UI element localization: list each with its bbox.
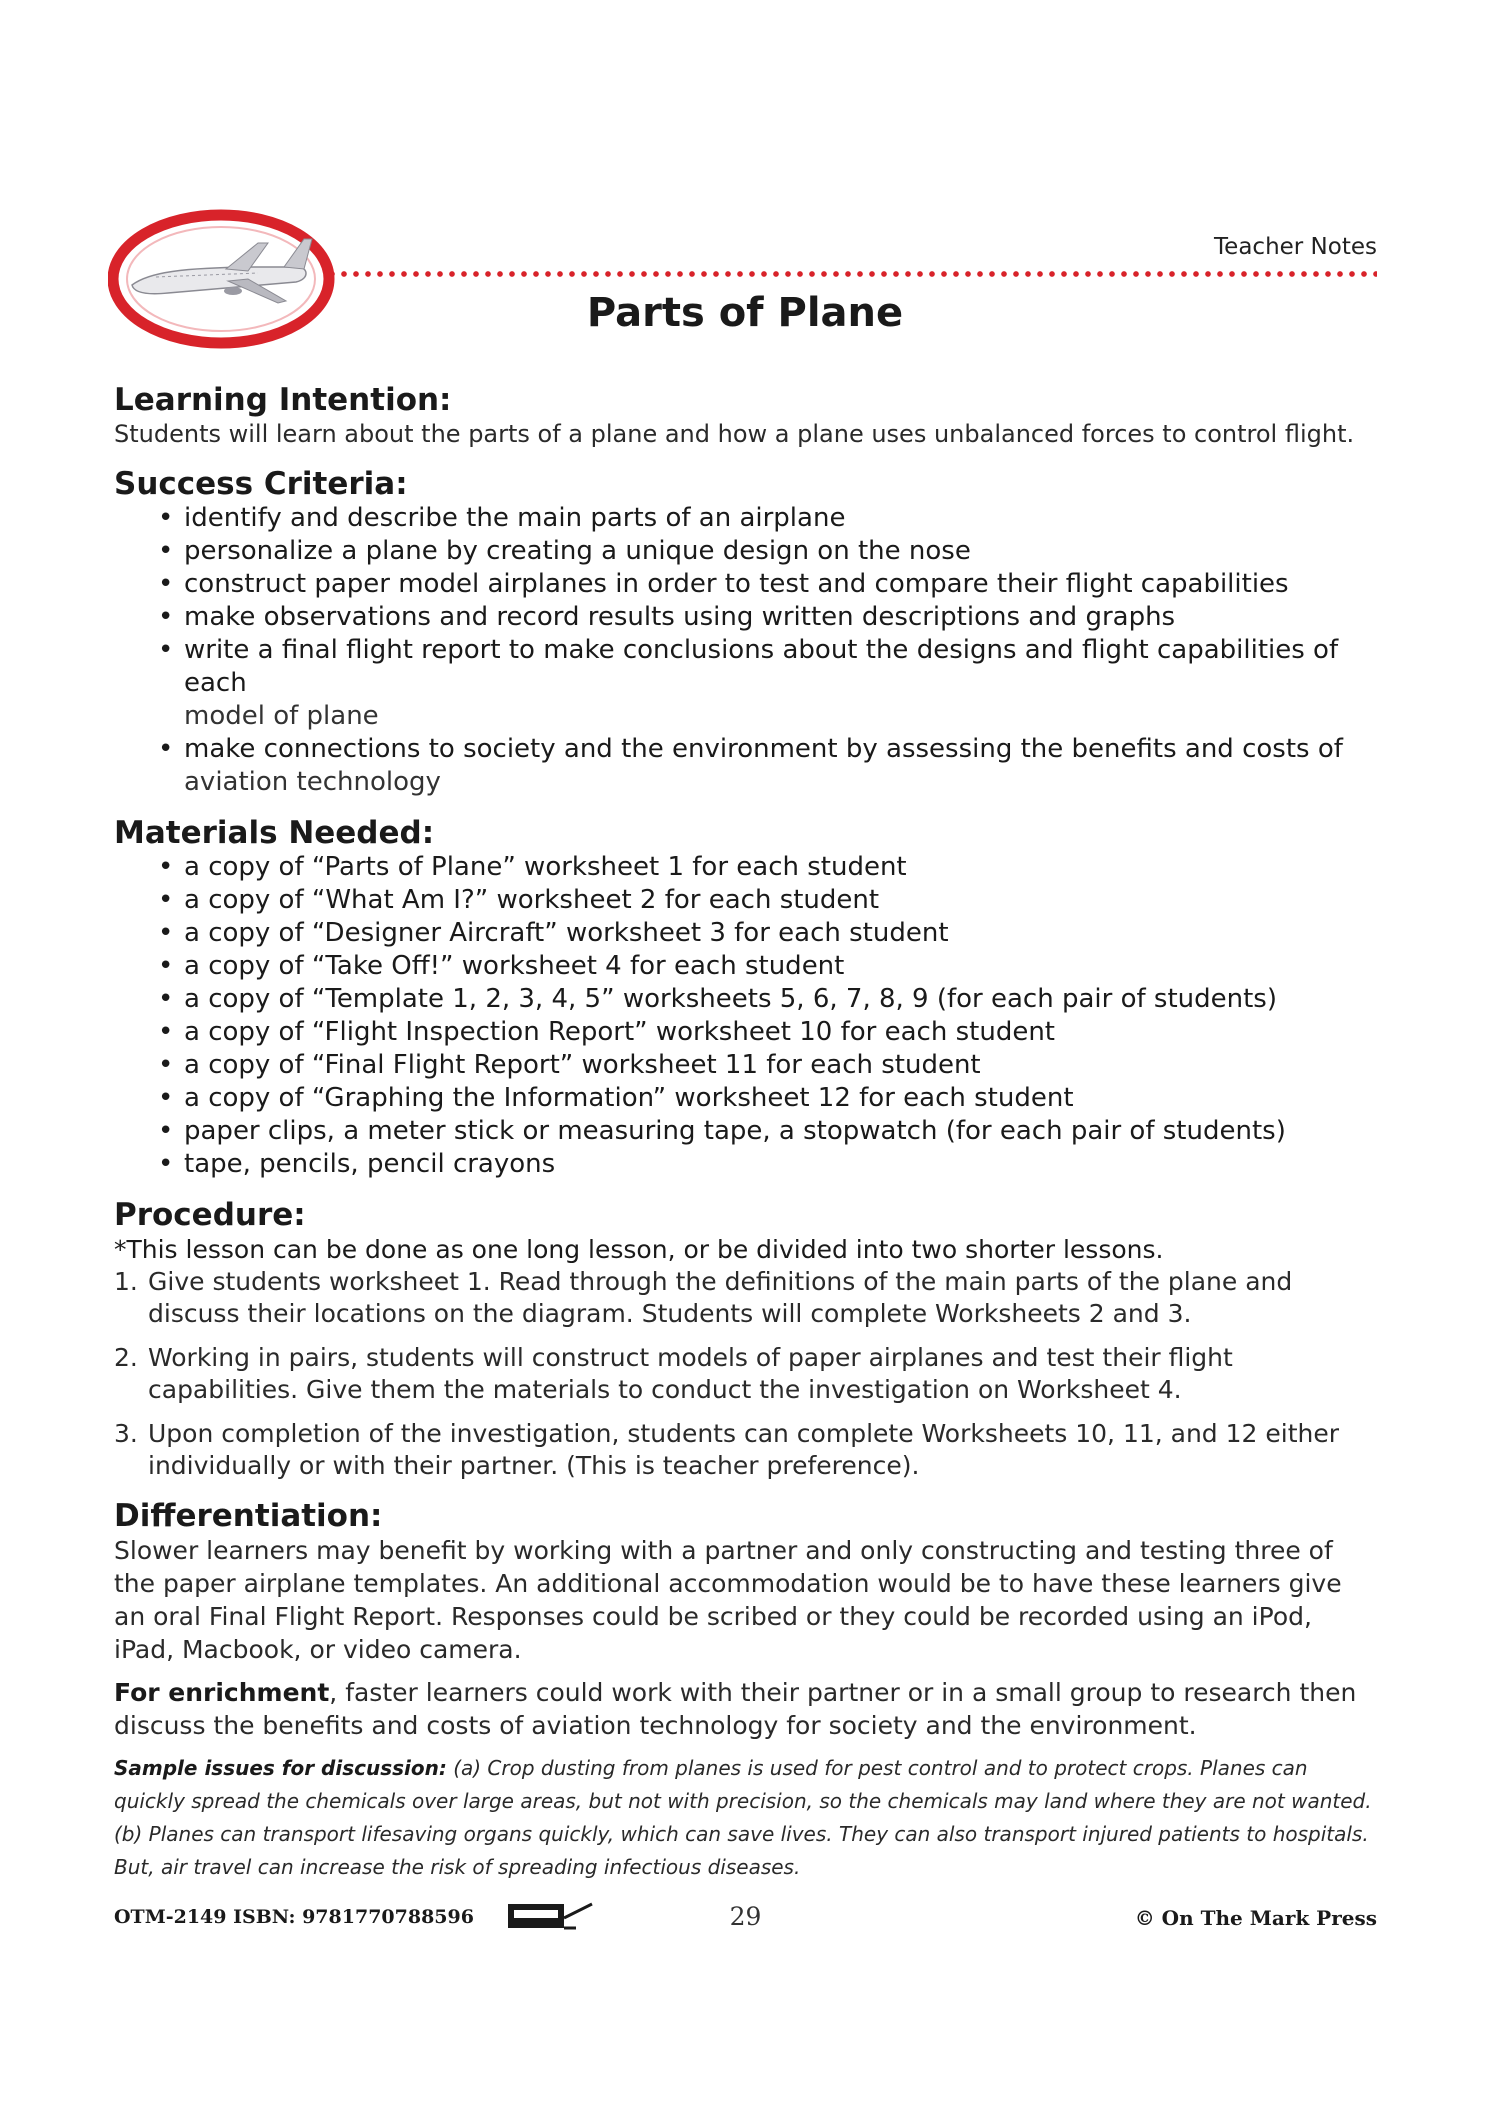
procedure-note: *This lesson can be done as one long lesson, or be divided into two shorter lessons.	[114, 1235, 1164, 1264]
list-item: • personalize a plane by creating a unique design on the nose	[158, 535, 1379, 568]
list-item: • a copy of “Take Off!” worksheet 4 for each student	[158, 950, 1379, 983]
list-item: • tape, pencils, pencil crayons	[158, 1148, 1379, 1181]
discussion-issues: Sample issues for discussion: (a) Crop dusting from planes is used for pest control and to protect crops. Planes can quickly spread the chemicals over large areas, but not with precision, so the chemicals may land where they are not wanted. (b) Planes can transport lifesaving organs quickly, which can save lives. They can also transport injured patients to hospitals. But, air travel can increase the risk of spreading infectious diseases.	[114, 1756, 1372, 1879]
list-item: • a copy of “Parts of Plane” worksheet 1 for each student	[158, 851, 1379, 884]
list-item: • identify and describe the main parts of an airplane	[158, 502, 1379, 535]
procedure-steps	[114, 1266, 1379, 1482]
list-item: • write a final flight report to make conclusions about the designs and flight capabilities of each model of plane	[158, 634, 1379, 733]
list-item: • a copy of “Designer Aircraft” worksheet 3 for each student	[158, 917, 1379, 950]
procedure-step: 1. Give students worksheet 1. Read through the definitions of the main parts of the plane and discuss their locations on the diagram. Students will complete Worksheets 2 and 3.	[114, 1267, 1293, 1328]
procedure-step: 2. Working in pairs, students will construct models of paper airplanes and test their flight capabilities. Give them the materials to conduct the investigation on Worksheet 4.	[114, 1343, 1233, 1404]
list-item: • make observations and record results using written descriptions and graphs	[158, 601, 1379, 634]
main-content	[114, 382, 1379, 1884]
success-criteria-section	[114, 466, 1379, 799]
section-label: Teacher Notes	[1214, 234, 1377, 260]
list-item: • paper clips, a meter stick or measuring tape, a stopwatch (for each pair of students)	[158, 1115, 1379, 1148]
differentiation-section	[114, 1498, 1379, 1884]
materials-heading: Materials Needed:	[114, 815, 435, 851]
success-criteria-list	[114, 502, 1379, 799]
list-item: • make connections to society and the environment by assessing the benefits and costs of aviation technology	[158, 733, 1379, 799]
list-item: • a copy of “Final Flight Report” worksheet 11 for each student	[158, 1049, 1379, 1082]
list-item: • a copy of “Template 1, 2, 3, 4, 5” worksheets 5, 6, 7, 8, 9 (for each pair of students)	[158, 983, 1379, 1016]
enrichment-text: For enrichment, faster learners could work with their partner or in a small group to research then discuss the benefits and costs of aviation technology for society and the environment.	[114, 1678, 1357, 1740]
page-number: 29	[729, 1902, 762, 1931]
list-item: • a copy of “What Am I?” worksheet 2 for each student	[158, 884, 1379, 917]
learning-intention-heading: Learning Intention:	[114, 382, 452, 418]
list-item: • a copy of “Graphing the Information” worksheet 12 for each student	[158, 1082, 1379, 1115]
differentiation-heading: Differentiation:	[114, 1498, 383, 1534]
procedure-section	[114, 1197, 1379, 1482]
success-criteria-heading: Success Criteria:	[114, 466, 408, 502]
list-item: • construct paper model airplanes in order to test and compare their flight capabilities	[158, 568, 1379, 601]
airplane-logo-icon	[108, 203, 338, 353]
list-item: • a copy of “Flight Inspection Report” worksheet 10 for each student	[158, 1016, 1379, 1049]
page-title: Parts of Plane	[586, 290, 904, 336]
materials-section	[114, 815, 1379, 1181]
learning-intention-section	[114, 382, 1379, 450]
product-code: OTM-2149 ISBN: 9781770788596	[114, 1906, 474, 1928]
materials-list	[114, 851, 1379, 1181]
copyright: © On The Mark Press	[1134, 1906, 1377, 1930]
page-footer	[114, 1902, 1377, 1936]
procedure-heading: Procedure:	[114, 1197, 306, 1233]
differentiation-text: Slower learners may benefit by working with a partner and only constructing and testing three of the paper airplane templates. An additional accommodation would be to have these learners give an oral Final Flight Report. Responses could be scribed or they could be recorded using an iPod, iPad, Macbook, or video camera.	[114, 1536, 1342, 1664]
dotted-rule	[326, 270, 1377, 278]
learning-intention-text: Students will learn about the parts of a plane and how a plane uses unbalanced forces to control flight.	[114, 420, 1355, 448]
procedure-step: 3. Upon completion of the investigation, students can complete Worksheets 10, 11, and 12 either individually or with their partner. (This is teacher preference).	[114, 1419, 1340, 1480]
